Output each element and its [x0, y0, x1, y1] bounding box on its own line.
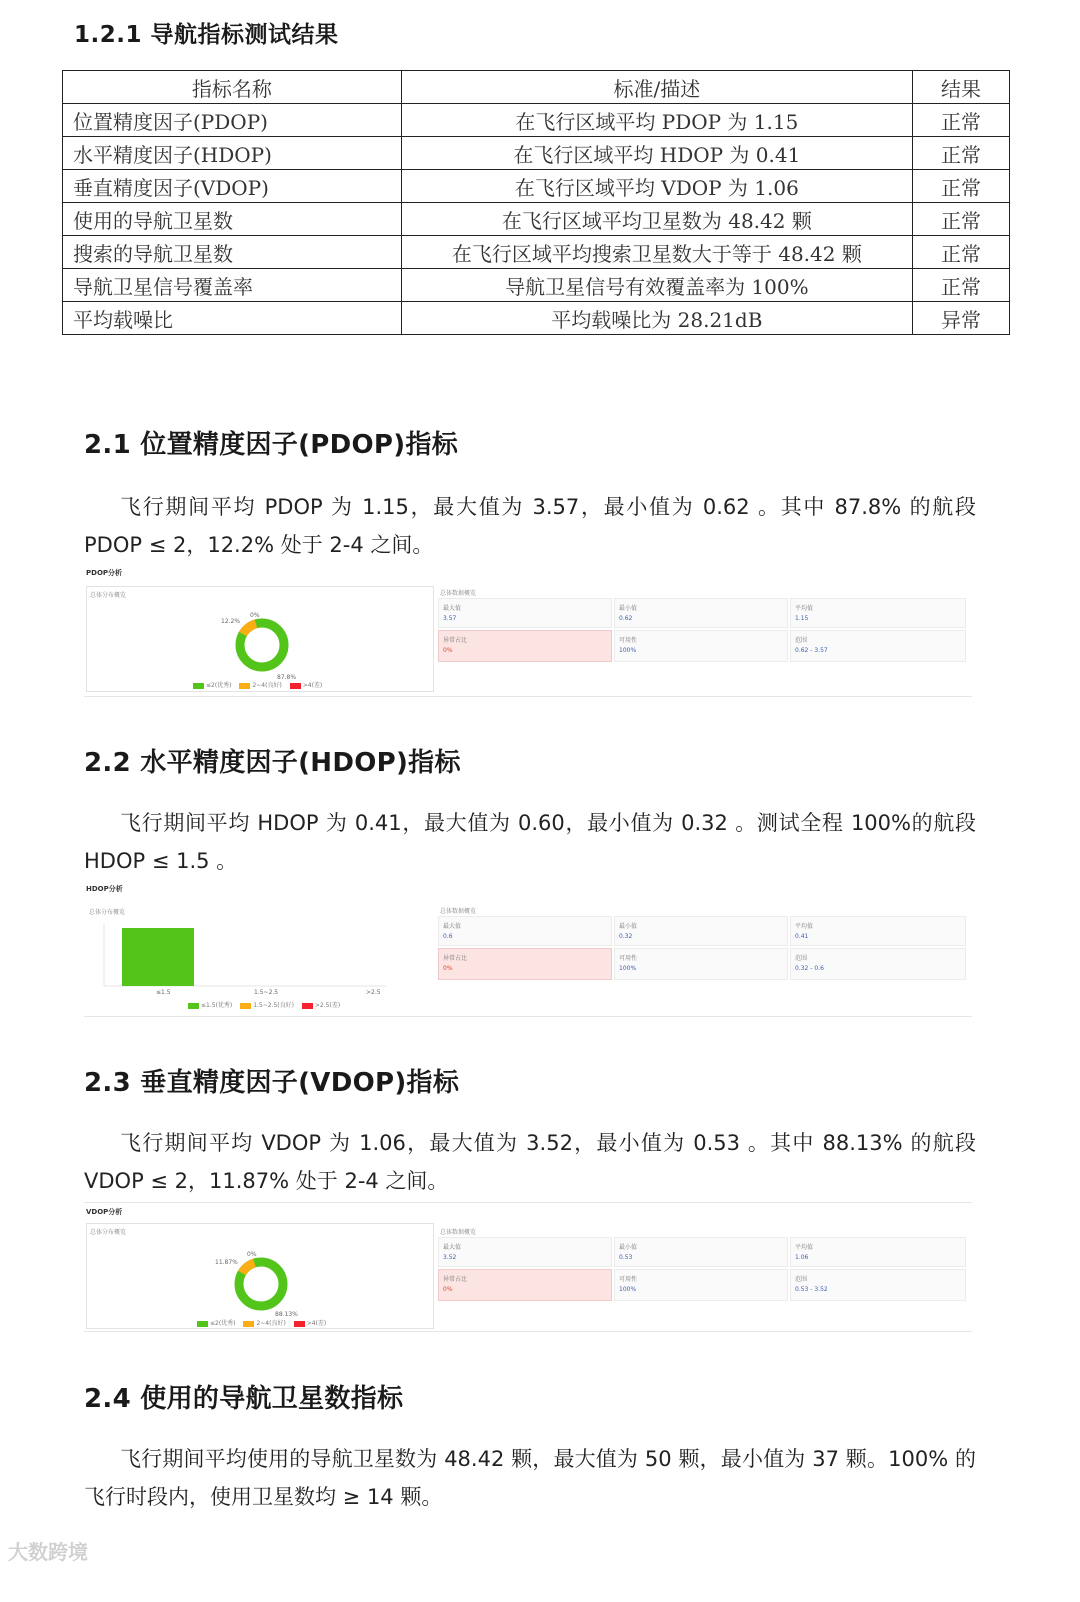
- stat-card: [790, 948, 966, 980]
- legend-swatch: [243, 1321, 254, 1327]
- hdop-panel: [84, 884, 972, 1017]
- hdop-chart-box: [86, 904, 432, 1012]
- indicator-name: 导航卫星信号覆盖率: [63, 269, 402, 302]
- table-row: [63, 236, 1010, 269]
- table-row: [63, 302, 1010, 335]
- stat-value: 0.32: [619, 933, 633, 940]
- stats-caption: 总体数据概览: [440, 1229, 477, 1236]
- stat-label: 最大值: [443, 1244, 462, 1251]
- indicator-name: 垂直精度因子(VDOP): [63, 170, 402, 203]
- legend-item: >2.5(差): [314, 1002, 341, 1009]
- panel-title: PDOP分析: [86, 569, 123, 577]
- indicator-result: 正常: [913, 137, 1010, 170]
- stat-label: 可用性: [619, 1276, 638, 1283]
- indicator-result: 正常: [913, 203, 1010, 236]
- stat-label: 最小值: [619, 1244, 638, 1251]
- x-tick: ≤1.5: [156, 989, 171, 996]
- stat-label: 平均值: [795, 923, 814, 930]
- vdop-label-excellent: 88.13%: [275, 1311, 298, 1318]
- pdop-chart-box: [86, 586, 434, 692]
- stat-value: 0.53: [619, 1254, 633, 1261]
- stat-value: 0%: [443, 647, 453, 654]
- vdop-panel: [84, 1202, 972, 1332]
- stat-card: [614, 1269, 788, 1301]
- legend-item: ≤2(优秀): [210, 1320, 236, 1327]
- stat-label: 平均值: [795, 1244, 814, 1251]
- stat-value: 0%: [443, 1286, 453, 1293]
- indicator-name: 使用的导航卫星数: [63, 203, 402, 236]
- column-header: 结果: [913, 71, 1010, 104]
- stat-label: 最大值: [443, 923, 462, 930]
- legend-swatch: [290, 683, 301, 689]
- indicator-result: 正常: [913, 269, 1010, 302]
- section-title: 1.2.1 导航指标测试结果: [74, 22, 339, 48]
- legend-item: >4(差): [302, 682, 323, 689]
- stat-card-alert: [438, 1269, 612, 1301]
- vdop-label-good: 11.87%: [215, 1259, 238, 1266]
- vdop-paragraph: 飞行期间平均 VDOP 为 1.06，最大值为 3.52，最小值为 0.53 。其中 88.13% 的航段 VDOP ≤ 2，11.87% 处于 2-4 之间。: [84, 1131, 976, 1193]
- indicator-desc: 平均载噪比为 28.21dB: [401, 302, 912, 335]
- stat-value: 0.53 - 3.52: [795, 1286, 828, 1293]
- indicator-desc: 在飞行区域平均卫星数为 48.42 颗: [401, 203, 912, 236]
- hdop-paragraph: 飞行期间平均 HDOP 为 0.41，最大值为 0.60，最小值为 0.32 。测试全程 100%的航段 HDOP ≤ 1.5 。: [84, 811, 976, 873]
- stat-card: [790, 1269, 966, 1301]
- stat-value: 0.62: [619, 615, 633, 622]
- legend-swatch: [193, 683, 204, 689]
- legend-item: 2~4(良好): [252, 682, 282, 689]
- stat-value: 1.15: [795, 615, 809, 622]
- legend-swatch: [197, 1321, 208, 1327]
- stat-label: 范围: [795, 637, 808, 644]
- table-row: [63, 269, 1010, 302]
- stat-card-alert: [438, 948, 612, 980]
- stat-label: 异常占比: [443, 637, 468, 644]
- hdop-bars: [122, 928, 194, 986]
- stat-label: 异常占比: [443, 955, 468, 962]
- stat-card: [790, 1237, 966, 1267]
- pdop-heading: 2.1 位置精度因子(PDOP)指标: [84, 430, 459, 460]
- chart-caption: 总体分布概览: [89, 909, 126, 916]
- stat-label: 平均值: [795, 605, 814, 612]
- vdop-legend: [191, 1318, 326, 1327]
- stat-card: [790, 916, 966, 946]
- indicator-desc: 在飞行区域平均 VDOP 为 1.06: [401, 170, 912, 203]
- watermark-logo: 大数跨境: [8, 1540, 88, 1564]
- stats-caption: 总体数据概览: [440, 908, 477, 915]
- indicator-name: 平均载噪比: [63, 302, 402, 335]
- stat-label: 最小值: [619, 923, 638, 930]
- stat-card: [614, 916, 788, 946]
- legend-swatch: [302, 1003, 313, 1009]
- vdop-donut-chart: [87, 1224, 433, 1328]
- legend-swatch: [188, 1003, 199, 1009]
- column-header: 指标名称: [63, 71, 402, 104]
- legend-item: 1.5~2.5(良好): [253, 1002, 294, 1009]
- stat-value: 0.32 - 0.6: [795, 965, 824, 972]
- stat-label: 最小值: [619, 605, 638, 612]
- stat-value: 0.62 - 3.57: [795, 647, 828, 654]
- hdop-legend: [182, 1000, 340, 1009]
- stat-value: 0.41: [795, 933, 809, 940]
- stats-caption: 总体数据概览: [440, 590, 477, 597]
- stat-card: [790, 598, 966, 628]
- legend-swatch: [239, 683, 250, 689]
- legend-item: >4(差): [306, 1320, 327, 1327]
- stat-value: 100%: [619, 965, 637, 972]
- legend-item: ≤1.5(优秀): [201, 1002, 233, 1009]
- indicator-desc: 导航卫星信号有效覆盖率为 100%: [401, 269, 912, 302]
- pdop-paragraph: 飞行期间平均 PDOP 为 1.15，最大值为 3.57，最小值为 0.62 。其中 87.8% 的航段 PDOP ≤ 2，12.2% 处于 2-4 之间。: [84, 495, 976, 557]
- hdop-heading: 2.2 水平精度因子(HDOP)指标: [84, 748, 461, 778]
- stat-value: 1.06: [795, 1254, 809, 1261]
- chart-caption: 总体分布概览: [90, 592, 127, 599]
- stat-label: 可用性: [619, 637, 638, 644]
- stat-card-alert: [438, 630, 612, 662]
- sats-heading: 2.4 使用的导航卫星数指标: [84, 1384, 404, 1414]
- stat-card: [438, 916, 612, 946]
- indicator-result: 异常: [913, 302, 1010, 335]
- stat-label: 可用性: [619, 955, 638, 962]
- indicator-desc: 在飞行区域平均搜索卫星数大于等于 48.42 颗: [401, 236, 912, 269]
- x-tick: >2.5: [366, 989, 381, 996]
- stat-value: 100%: [619, 1286, 637, 1293]
- panel-title: HDOP分析: [86, 885, 123, 893]
- legend-swatch: [240, 1003, 251, 1009]
- pdop-label-excellent: 87.8%: [277, 674, 297, 681]
- legend-swatch: [294, 1321, 305, 1327]
- stat-label: 范围: [795, 955, 808, 962]
- stat-value: 3.57: [443, 615, 457, 622]
- table-row: [63, 104, 1010, 137]
- stat-card: [614, 630, 788, 662]
- stat-label: 范围: [795, 1276, 808, 1283]
- stat-value: 0%: [443, 965, 453, 972]
- pdop-legend: [187, 680, 322, 689]
- table-row: [63, 170, 1010, 203]
- stat-value: 100%: [619, 647, 637, 654]
- table-row: [63, 137, 1010, 170]
- x-tick: 1.5~2.5: [254, 989, 279, 996]
- indicator-desc: 在飞行区域平均 PDOP 为 1.15: [401, 104, 912, 137]
- table-header-row: [63, 71, 1010, 104]
- stat-card: [790, 630, 966, 662]
- pdop-label-good: 12.2%: [221, 618, 241, 625]
- panel-title: VDOP分析: [86, 1208, 123, 1216]
- chart-caption: 总体分布概览: [90, 1229, 127, 1236]
- stat-value: 0.6: [443, 933, 453, 940]
- stat-value: 3.52: [443, 1254, 457, 1261]
- column-header: 标准/描述: [401, 71, 912, 104]
- stat-card: [614, 948, 788, 980]
- stat-card: [438, 1237, 612, 1267]
- indicator-result: 正常: [913, 104, 1010, 137]
- stat-card: [438, 598, 612, 628]
- hdop-bar: [122, 928, 194, 986]
- stat-label: 最大值: [443, 605, 462, 612]
- vdop-chart-box: [86, 1223, 434, 1329]
- pdop-panel: [84, 568, 972, 697]
- pdop-donut-chart: [87, 587, 433, 691]
- hdop-bar-chart: [86, 904, 432, 1012]
- stat-card: [614, 1237, 788, 1267]
- sats-paragraph: 飞行期间平均使用的导航卫星数为 48.42 颗，最大值为 50 颗，最小值为 37 颗。100% 的飞行时段内，使用卫星数均 ≥ 14 颗。: [84, 1447, 976, 1509]
- legend-item: 2~4(良好): [256, 1320, 286, 1327]
- pdop-label-bad: 0%: [250, 612, 260, 619]
- table-row: [63, 203, 1010, 236]
- indicator-result: 正常: [913, 170, 1010, 203]
- indicator-result: 正常: [913, 236, 1010, 269]
- indicator-desc: 在飞行区域平均 HDOP 为 0.41: [401, 137, 912, 170]
- vdop-label-bad: 0%: [247, 1251, 257, 1258]
- vdop-heading: 2.3 垂直精度因子(VDOP)指标: [84, 1068, 460, 1098]
- nav-indicator-table: [62, 70, 1010, 335]
- legend-item: ≤2(优秀): [206, 682, 232, 689]
- indicator-name: 水平精度因子(HDOP): [63, 137, 402, 170]
- stat-card: [614, 598, 788, 628]
- indicator-name: 位置精度因子(PDOP): [63, 104, 402, 137]
- indicator-name: 搜索的导航卫星数: [63, 236, 402, 269]
- stat-label: 异常占比: [443, 1276, 468, 1283]
